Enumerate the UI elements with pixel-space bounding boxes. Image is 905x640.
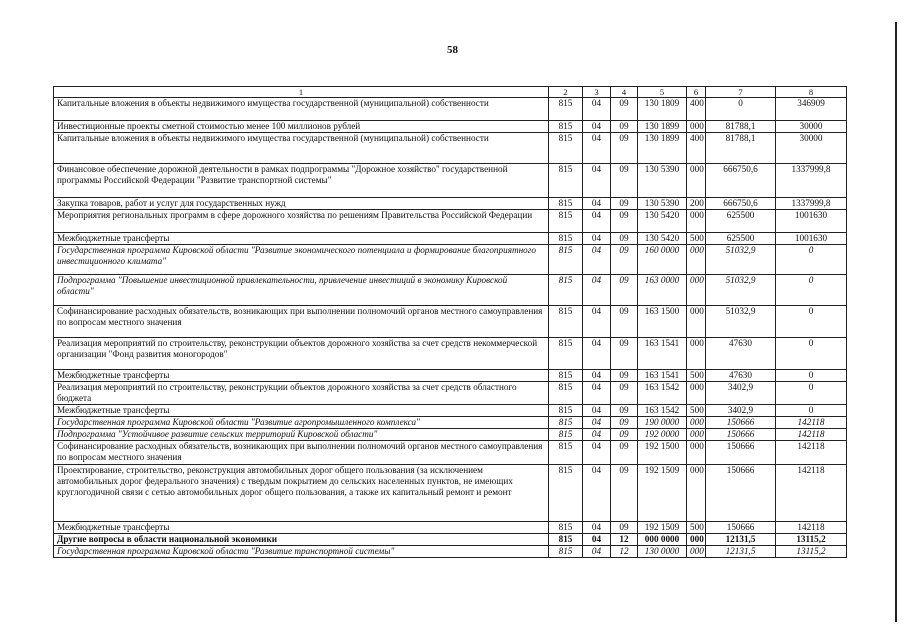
row-description: Инвестиционные проекты сметной стоимостью менее 100 миллионов рублей — [54, 121, 549, 133]
amount-year-2: 142118 — [776, 441, 847, 465]
budget-table — [53, 86, 847, 558]
subsection-code: 09 — [611, 429, 638, 441]
subsection-code: 09 — [611, 233, 638, 245]
subsection-code: 09 — [611, 465, 638, 522]
table-row — [54, 133, 847, 164]
row-description: Государственная программа Кировской области "Развитие агропромышленного комплекса" — [54, 417, 549, 429]
column-header: 8 — [776, 87, 847, 98]
section-code: 04 — [583, 133, 611, 164]
amount-year-1: 81788,1 — [706, 121, 776, 133]
expense-type-code: 500 — [687, 522, 706, 534]
target-article-code: 130 5420 — [638, 233, 687, 245]
expense-type-code: 400 — [687, 133, 706, 164]
row-description: Проектирование, строительство, реконструкция автомобильных дорог общего пользования (за исключением автомобильных дорог федерального значения) с твердым покрытием до сельских населенных пунктов, не имеющих круглогодичной связи с сетью автомобильных дорог общего пользования, а также их капитальный ремонт и ремонт — [54, 465, 549, 522]
section-code: 04 — [583, 546, 611, 558]
expense-type-code: 000 — [687, 306, 706, 338]
amount-year-2: 1001630 — [776, 233, 847, 245]
amount-year-2: 1337999,8 — [776, 198, 847, 210]
amount-year-2: 0 — [776, 275, 847, 306]
amount-year-2: 30000 — [776, 133, 847, 164]
table-row — [54, 233, 847, 245]
section-code: 04 — [583, 164, 611, 198]
section-code: 04 — [583, 233, 611, 245]
expense-type-code: 500 — [687, 233, 706, 245]
expense-type-code: 000 — [687, 441, 706, 465]
row-description: Межбюджетные трансферты — [54, 370, 549, 382]
target-article-code: 163 1541 — [638, 338, 687, 370]
amount-year-1: 0 — [706, 98, 776, 121]
amount-year-1: 51032,9 — [706, 306, 776, 338]
section-code: 04 — [583, 275, 611, 306]
column-header: 2 — [549, 87, 583, 98]
section-code: 04 — [583, 534, 611, 546]
column-header: 3 — [583, 87, 611, 98]
table-row — [54, 198, 847, 210]
expense-type-code: 200 — [687, 198, 706, 210]
amount-year-1: 666750,6 — [706, 198, 776, 210]
amount-year-2: 0 — [776, 338, 847, 370]
section-code: 04 — [583, 465, 611, 522]
amount-year-1: 51032,9 — [706, 245, 776, 275]
expense-type-code: 500 — [687, 370, 706, 382]
expense-type-code: 000 — [687, 121, 706, 133]
amount-year-2: 1337999,8 — [776, 164, 847, 198]
row-description: Финансовое обеспечение дорожной деятельности в рамках подпрограммы "Дорожное хозяйство" государственной программы Российской Федерации "Развитие транспортной системы" — [54, 164, 549, 198]
expense-type-code: 000 — [687, 338, 706, 370]
table-row — [54, 465, 847, 522]
target-article-code: 163 1541 — [638, 370, 687, 382]
target-article-code: 163 0000 — [638, 275, 687, 306]
subsection-code: 09 — [611, 210, 638, 233]
section-code: 04 — [583, 405, 611, 417]
subsection-code: 09 — [611, 164, 638, 198]
ministry-code: 815 — [549, 306, 583, 338]
row-description: Подпрограмма "Повышение инвестиционной привлекательности, привлечение инвестиций в экономику Кировской области" — [54, 275, 549, 306]
section-code: 04 — [583, 121, 611, 133]
expense-type-code: 500 — [687, 405, 706, 417]
table-row — [54, 382, 847, 405]
ministry-code: 815 — [549, 133, 583, 164]
page-edge-rule — [895, 22, 897, 622]
table-row — [54, 522, 847, 534]
amount-year-2: 0 — [776, 382, 847, 405]
ministry-code: 815 — [549, 382, 583, 405]
row-description: Мероприятия региональных программ в сфере дорожного хозяйства по решениям Правительства Российской Федерации — [54, 210, 549, 233]
amount-year-1: 150666 — [706, 465, 776, 522]
amount-year-1: 47630 — [706, 370, 776, 382]
target-article-code: 000 0000 — [638, 534, 687, 546]
subsection-code: 09 — [611, 382, 638, 405]
amount-year-1: 150666 — [706, 522, 776, 534]
section-code: 04 — [583, 338, 611, 370]
target-article-code: 160 0000 — [638, 245, 687, 275]
expense-type-code: 000 — [687, 164, 706, 198]
subsection-code: 09 — [611, 441, 638, 465]
ministry-code: 815 — [549, 429, 583, 441]
subsection-code: 09 — [611, 306, 638, 338]
row-description: Софинансирование расходных обязательств, возникающих при выполнении полномочий органов местного самоуправления по вопросам местного значения — [54, 441, 549, 465]
subsection-code: 09 — [611, 198, 638, 210]
table-row — [54, 405, 847, 417]
subsection-code: 09 — [611, 405, 638, 417]
expense-type-code: 000 — [687, 382, 706, 405]
target-article-code: 130 5390 — [638, 198, 687, 210]
ministry-code: 815 — [549, 465, 583, 522]
ministry-code: 815 — [549, 198, 583, 210]
ministry-code: 815 — [549, 441, 583, 465]
row-description: Подпрограмма "Устойчивое развитие сельских территорий Кировской области" — [54, 429, 549, 441]
amount-year-2: 142118 — [776, 522, 847, 534]
row-description: Государственная программа Кировской области "Развитие экономического потенциала и формирование благоприятного инвестиционного климата" — [54, 245, 549, 275]
amount-year-2: 30000 — [776, 121, 847, 133]
target-article-code: 192 1509 — [638, 522, 687, 534]
row-description: Другие вопросы в области национальной экономики — [54, 534, 549, 546]
amount-year-2: 1001630 — [776, 210, 847, 233]
ministry-code: 815 — [549, 233, 583, 245]
ministry-code: 815 — [549, 370, 583, 382]
column-header: 5 — [638, 87, 687, 98]
ministry-code: 815 — [549, 405, 583, 417]
subsection-code: 09 — [611, 417, 638, 429]
column-header: 6 — [687, 87, 706, 98]
table-row — [54, 534, 847, 546]
target-article-code: 130 1899 — [638, 133, 687, 164]
section-code: 04 — [583, 522, 611, 534]
table-row — [54, 121, 847, 133]
expense-type-code: 000 — [687, 534, 706, 546]
amount-year-2: 13115,2 — [776, 546, 847, 558]
subsection-code: 09 — [611, 121, 638, 133]
row-description: Реализация мероприятий по строительству, реконструкции объектов дорожного хозяйства за счет средств областного бюджета — [54, 382, 549, 405]
table-row — [54, 370, 847, 382]
target-article-code: 130 1899 — [638, 121, 687, 133]
target-article-code: 130 5390 — [638, 164, 687, 198]
ministry-code: 815 — [549, 338, 583, 370]
amount-year-2: 142118 — [776, 465, 847, 522]
ministry-code: 815 — [549, 546, 583, 558]
row-description: Капитальные вложения в объекты недвижимого имущества государственной (муниципальной) собственности — [54, 98, 549, 121]
row-description: Государственная программа Кировской области "Развитие транспортной системы" — [54, 546, 549, 558]
target-article-code: 130 0000 — [638, 546, 687, 558]
expense-type-code: 000 — [687, 465, 706, 522]
target-article-code: 163 1500 — [638, 306, 687, 338]
amount-year-1: 12131,5 — [706, 546, 776, 558]
subsection-code: 09 — [611, 522, 638, 534]
target-article-code: 192 1509 — [638, 465, 687, 522]
amount-year-1: 47630 — [706, 338, 776, 370]
target-article-code: 130 1809 — [638, 98, 687, 121]
table-row — [54, 98, 847, 121]
amount-year-2: 0 — [776, 245, 847, 275]
target-article-code: 163 1542 — [638, 405, 687, 417]
row-description: Реализация мероприятий по строительству, реконструкции объектов дорожного хозяйства за счет средств некоммерческой организации "Фонд развития моногородов" — [54, 338, 549, 370]
row-description: Межбюджетные трансферты — [54, 522, 549, 534]
subsection-code: 12 — [611, 546, 638, 558]
target-article-code: 192 1500 — [638, 441, 687, 465]
ministry-code: 815 — [549, 275, 583, 306]
subsection-code: 09 — [611, 338, 638, 370]
ministry-code: 815 — [549, 522, 583, 534]
amount-year-1: 3402,9 — [706, 405, 776, 417]
expense-type-code: 000 — [687, 245, 706, 275]
page-number: 58 — [447, 44, 458, 56]
section-code: 04 — [583, 382, 611, 405]
table-row — [54, 245, 847, 275]
amount-year-1: 150666 — [706, 429, 776, 441]
table-row — [54, 417, 847, 429]
subsection-code: 09 — [611, 133, 638, 164]
subsection-code: 09 — [611, 245, 638, 275]
target-article-code: 163 1542 — [638, 382, 687, 405]
expense-type-code: 000 — [687, 417, 706, 429]
subsection-code: 12 — [611, 534, 638, 546]
expense-type-code: 400 — [687, 98, 706, 121]
section-code: 04 — [583, 245, 611, 275]
subsection-code: 09 — [611, 275, 638, 306]
ministry-code: 815 — [549, 121, 583, 133]
row-description: Межбюджетные трансферты — [54, 405, 549, 417]
section-code: 04 — [583, 306, 611, 338]
row-description: Межбюджетные трансферты — [54, 233, 549, 245]
amount-year-2: 346909 — [776, 98, 847, 121]
amount-year-2: 0 — [776, 306, 847, 338]
section-code: 04 — [583, 370, 611, 382]
amount-year-1: 666750,6 — [706, 164, 776, 198]
ministry-code: 815 — [549, 534, 583, 546]
row-description: Закупка товаров, работ и услуг для государственных нужд — [54, 198, 549, 210]
amount-year-1: 625500 — [706, 233, 776, 245]
row-description: Капитальные вложения в объекты недвижимого имущества государственной (муниципальной) собственности — [54, 133, 549, 164]
amount-year-2: 0 — [776, 405, 847, 417]
amount-year-2: 142118 — [776, 429, 847, 441]
section-code: 04 — [583, 198, 611, 210]
column-number-row — [54, 87, 847, 98]
row-description: Софинансирование расходных обязательств, возникающих при выполнении полномочий органов местного самоуправления по вопросам местного значения — [54, 306, 549, 338]
subsection-code: 09 — [611, 98, 638, 121]
table-row — [54, 429, 847, 441]
ministry-code: 815 — [549, 417, 583, 429]
amount-year-2: 142118 — [776, 417, 847, 429]
amount-year-1: 150666 — [706, 441, 776, 465]
expense-type-code: 000 — [687, 546, 706, 558]
table-row — [54, 441, 847, 465]
amount-year-1: 51032,9 — [706, 275, 776, 306]
column-header: 1 — [54, 87, 549, 98]
ministry-code: 815 — [549, 210, 583, 233]
section-code: 04 — [583, 417, 611, 429]
amount-year-2: 13115,2 — [776, 534, 847, 546]
subsection-code: 09 — [611, 370, 638, 382]
section-code: 04 — [583, 210, 611, 233]
ministry-code: 815 — [549, 245, 583, 275]
section-code: 04 — [583, 441, 611, 465]
amount-year-1: 625500 — [706, 210, 776, 233]
expense-type-code: 000 — [687, 429, 706, 441]
section-code: 04 — [583, 98, 611, 121]
amount-year-1: 81788,1 — [706, 133, 776, 164]
expense-type-code: 000 — [687, 275, 706, 306]
table-row — [54, 275, 847, 306]
amount-year-1: 3402,9 — [706, 382, 776, 405]
amount-year-1: 150666 — [706, 417, 776, 429]
target-article-code: 190 0000 — [638, 417, 687, 429]
ministry-code: 815 — [549, 98, 583, 121]
table-row — [54, 164, 847, 198]
amount-year-2: 0 — [776, 370, 847, 382]
expense-type-code: 000 — [687, 210, 706, 233]
table-row — [54, 338, 847, 370]
column-header: 7 — [706, 87, 776, 98]
column-header: 4 — [611, 87, 638, 98]
section-code: 04 — [583, 429, 611, 441]
ministry-code: 815 — [549, 164, 583, 198]
table-row — [54, 210, 847, 233]
table-row — [54, 306, 847, 338]
amount-year-1: 12131,5 — [706, 534, 776, 546]
target-article-code: 192 0000 — [638, 429, 687, 441]
table-row — [54, 546, 847, 558]
target-article-code: 130 5420 — [638, 210, 687, 233]
